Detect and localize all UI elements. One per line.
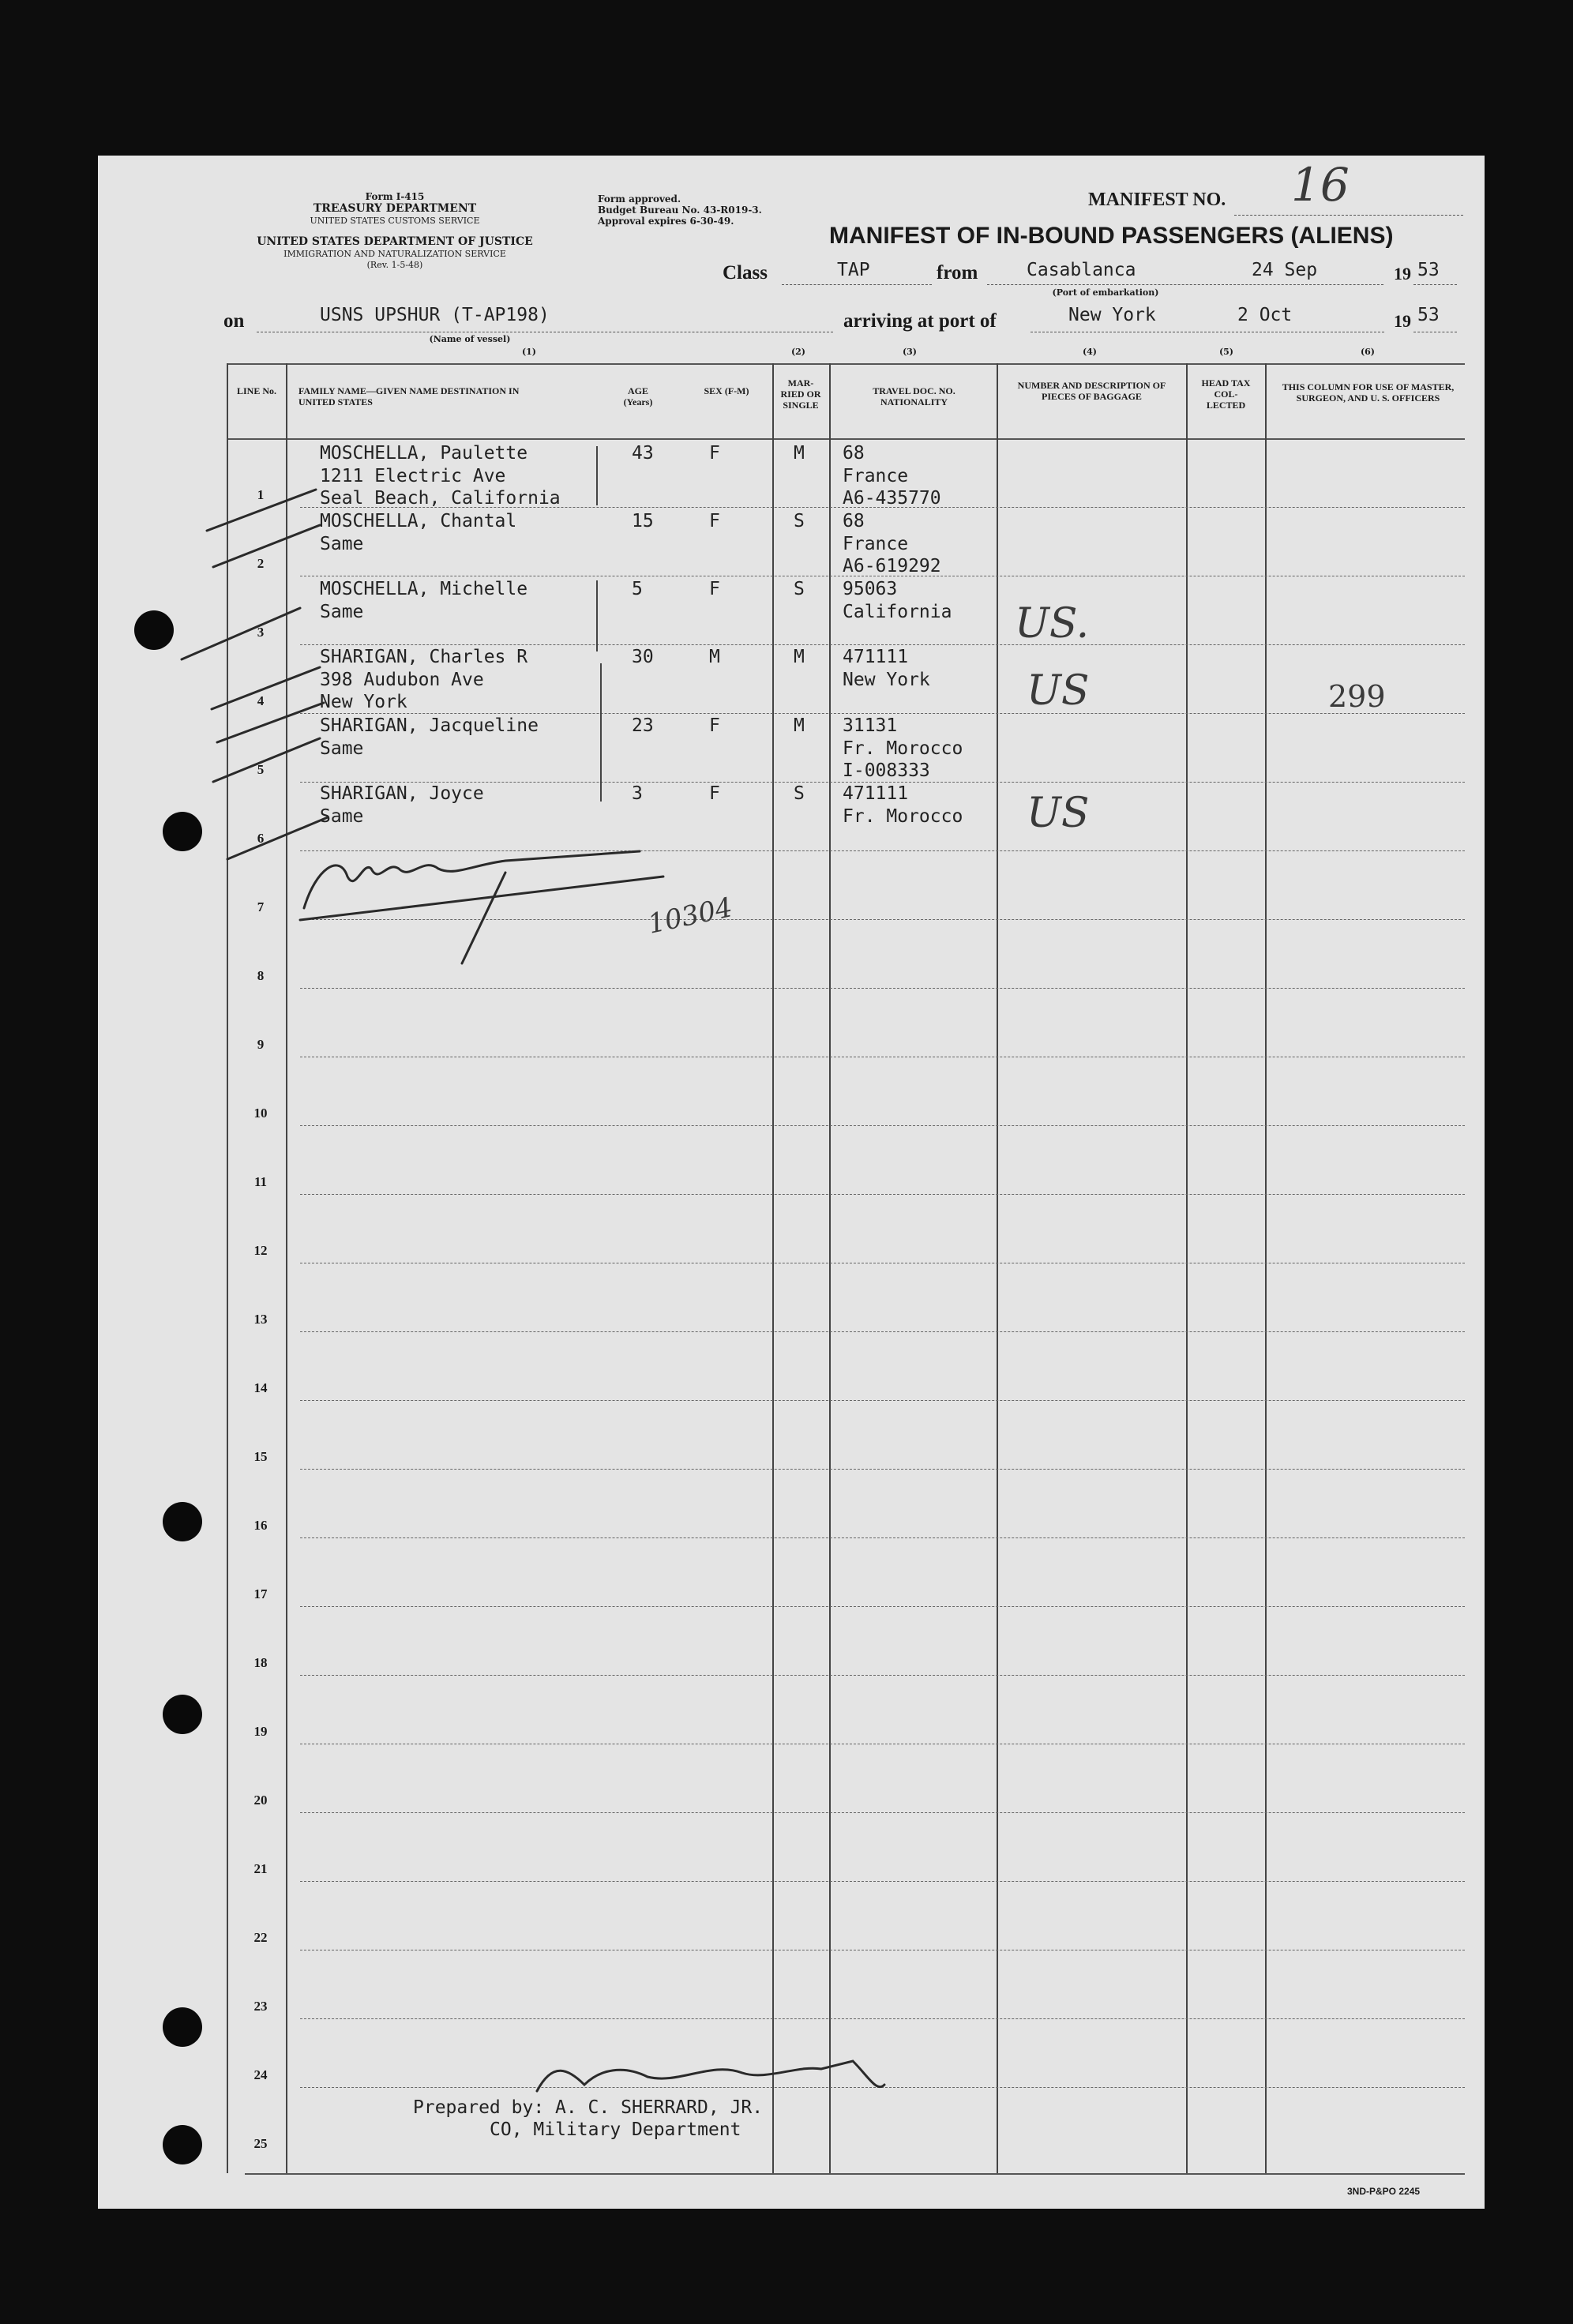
- check-mark: [213, 525, 320, 567]
- line-number: 16: [253, 1518, 268, 1533]
- line-number: 22: [253, 1930, 268, 1945]
- passenger-sex: F: [709, 715, 720, 736]
- line-number: 14: [253, 1380, 268, 1395]
- check-mark: [213, 738, 320, 782]
- baggage-mark: US.: [1015, 600, 1090, 648]
- line-number: 5: [257, 762, 265, 777]
- passenger-age: 43: [632, 443, 654, 464]
- line-number: 2: [257, 556, 265, 571]
- signature-stroke: [462, 873, 505, 963]
- passenger-sex: F: [709, 511, 720, 531]
- travel-doc-line: A6-619292: [843, 556, 941, 576]
- passenger-destination: Seal Beach, California: [320, 488, 561, 509]
- passenger-age: 3: [632, 783, 643, 804]
- arrival-year: 53: [1417, 305, 1440, 325]
- passenger-age: 30: [632, 647, 654, 667]
- line-number: 4: [257, 693, 265, 708]
- col-number: (1): [521, 347, 537, 357]
- line-number: 18: [253, 1655, 268, 1670]
- travel-doc-line: Fr. Morocco: [843, 805, 963, 827]
- line-number: 20: [253, 1793, 268, 1808]
- approval-line: Form approved.: [598, 193, 681, 205]
- prepared-dept: CO, Military Department: [490, 2119, 741, 2140]
- passenger-sex: F: [709, 443, 720, 464]
- check-mark: [212, 667, 320, 709]
- class-label: Class: [723, 262, 768, 283]
- passenger-sex: F: [709, 783, 720, 804]
- passenger-name: SHARIGAN, Joyce: [320, 783, 484, 804]
- line-number: 6: [257, 831, 265, 846]
- arrival-port: New York: [1068, 305, 1156, 325]
- passenger-name: SHARIGAN, Jacqueline: [320, 715, 539, 736]
- check-mark: [227, 817, 328, 859]
- travel-doc-line: I-008333: [843, 760, 930, 781]
- passenger-name: MOSCHELLA, Michelle: [320, 579, 528, 599]
- line-number: 21: [253, 1861, 268, 1876]
- travel-doc-line: 68: [843, 443, 865, 464]
- col-number: (2): [790, 347, 806, 357]
- passenger-age: 5: [632, 579, 643, 599]
- signature-scribble: [537, 2061, 884, 2091]
- year-prefix: 19: [1394, 311, 1411, 331]
- passenger-destination: New York: [320, 692, 407, 712]
- header-travel-doc: TRAVEL DOC. NO. NATIONALITY: [873, 385, 955, 407]
- manifest-number: 16: [1291, 158, 1350, 212]
- passenger-destination: Same: [320, 805, 364, 827]
- treasury-dept: TREASURY DEPARTMENT: [313, 202, 477, 215]
- printer-code: 3ND-P&PO 2245: [1347, 2186, 1421, 2197]
- prepared-by: Prepared by: A. C. SHERRARD, JR.: [413, 2097, 764, 2118]
- travel-doc-line: California: [843, 601, 952, 622]
- embark-date: 24 Sep: [1252, 260, 1318, 280]
- passenger-name: SHARIGAN, Charles R: [320, 647, 528, 667]
- travel-doc-line: France: [843, 533, 909, 554]
- col-number: (3): [902, 347, 918, 357]
- form-number: Form I-415: [365, 191, 425, 202]
- manifest-title: MANIFEST OF IN-BOUND PASSENGERS (ALIENS): [829, 223, 1394, 249]
- line-number: 3: [257, 625, 265, 640]
- travel-doc-line: 471111: [843, 647, 909, 667]
- header-line-no: LINE No.: [236, 385, 276, 396]
- travel-doc-line: New York: [843, 669, 930, 690]
- arrival-date: 2 Oct: [1237, 305, 1293, 325]
- line-number: 7: [257, 899, 265, 914]
- col-number: (6): [1360, 347, 1376, 357]
- signature-stroke: [300, 877, 663, 920]
- embark-year: 53: [1417, 260, 1440, 280]
- line-number: 12: [253, 1243, 268, 1258]
- passenger-name: MOSCHELLA, Chantal: [320, 511, 517, 531]
- approval-line: Approval expires 6-30-49.: [598, 216, 734, 227]
- travel-doc-line: 68: [843, 511, 865, 531]
- travel-doc-line: France: [843, 465, 909, 486]
- passenger-marital-status: S: [794, 783, 805, 804]
- arriving-label: arriving at port of: [843, 310, 997, 332]
- passenger-sex: F: [709, 579, 720, 599]
- line-number: 19: [253, 1724, 268, 1739]
- passenger-sex: M: [709, 647, 720, 667]
- line-number: 10: [253, 1106, 268, 1121]
- travel-doc-line: 95063: [843, 579, 898, 599]
- passenger-marital-status: S: [794, 511, 805, 531]
- baggage-mark: US: [1027, 667, 1090, 715]
- travel-doc-line: A6-435770: [843, 488, 941, 509]
- on-label: on: [223, 310, 245, 332]
- passenger-destination: 1211 Electric Ave: [320, 465, 506, 486]
- check-mark: [207, 490, 316, 531]
- port-caption: (Port of embarkation): [1052, 287, 1159, 298]
- line-number: 8: [257, 968, 265, 983]
- manifest-no-label: MANIFEST NO.: [1088, 190, 1226, 210]
- line-number: 17: [253, 1586, 268, 1601]
- handwritten-number: 10304: [645, 892, 736, 940]
- header-head-tax: HEAD TAX COL-LECTED: [1201, 377, 1251, 411]
- line-number: 24: [253, 2067, 268, 2082]
- vessel-name: USNS UPSHUR (T-AP198): [320, 305, 550, 325]
- passenger-marital-status: M: [794, 647, 805, 667]
- passenger-destination: Same: [320, 738, 364, 759]
- line-number: 1: [257, 487, 265, 502]
- line-number: 11: [253, 1174, 268, 1189]
- year-prefix: 19: [1394, 264, 1411, 283]
- header-baggage: NUMBER AND DESCRIPTION OF PIECES OF BAGGAGE: [1017, 380, 1166, 402]
- line-number: 9: [257, 1037, 265, 1052]
- col-number: (4): [1082, 347, 1098, 357]
- col-number: (5): [1218, 347, 1234, 357]
- from-label: from: [937, 262, 978, 283]
- baggage-mark: US: [1027, 790, 1090, 837]
- passenger-marital-status: M: [794, 443, 805, 464]
- header-name: FAMILY NAME—GIVEN NAME DESTINATION IN UNITED STATES: [298, 385, 520, 407]
- ins-name: IMMIGRATION AND NATURALIZATION SERVICE: [283, 249, 506, 259]
- check-mark: [217, 703, 324, 742]
- passenger-marital-status: M: [794, 715, 805, 736]
- vessel-caption: (Name of vessel): [429, 334, 511, 344]
- passenger-destination: 398 Audubon Ave: [320, 669, 484, 690]
- class-value: TAP: [837, 260, 870, 280]
- travel-doc-line: 31131: [843, 715, 898, 736]
- passenger-marital-status: S: [794, 579, 805, 599]
- justice-dept: UNITED STATES DEPARTMENT OF JUSTICE: [257, 235, 533, 248]
- travel-doc-line: Fr. Morocco: [843, 738, 963, 759]
- form-revision: (Rev. 1-5-48): [366, 260, 423, 270]
- customs-service: UNITED STATES CUSTOMS SERVICE: [310, 216, 480, 226]
- passenger-age: 23: [632, 715, 654, 736]
- line-number: 25: [253, 2136, 268, 2151]
- check-mark: [182, 608, 300, 659]
- travel-doc-line: 471111: [843, 783, 909, 804]
- passenger-name: MOSCHELLA, Paulette: [320, 443, 528, 464]
- passenger-age: 15: [632, 511, 654, 531]
- passenger-destination: Same: [320, 533, 364, 554]
- line-number: 13: [253, 1312, 268, 1327]
- port-of-embarkation: Casablanca: [1027, 260, 1136, 280]
- approval-line: Budget Bureau No. 43-R019-3.: [598, 205, 762, 216]
- header-sex: SEX (F-M): [704, 385, 749, 396]
- passenger-destination: Same: [320, 601, 364, 622]
- header-age: AGE (Years): [623, 385, 653, 407]
- line-number: 15: [253, 1449, 268, 1464]
- officer-note: 299: [1328, 679, 1386, 714]
- line-number: 23: [253, 1999, 268, 2014]
- header-officers: THIS COLUMN FOR USE OF MASTER, SURGEON, AND U. S. OFFICERS: [1282, 381, 1455, 404]
- header-married: MAR-RIED OR SINGLE: [780, 377, 821, 411]
